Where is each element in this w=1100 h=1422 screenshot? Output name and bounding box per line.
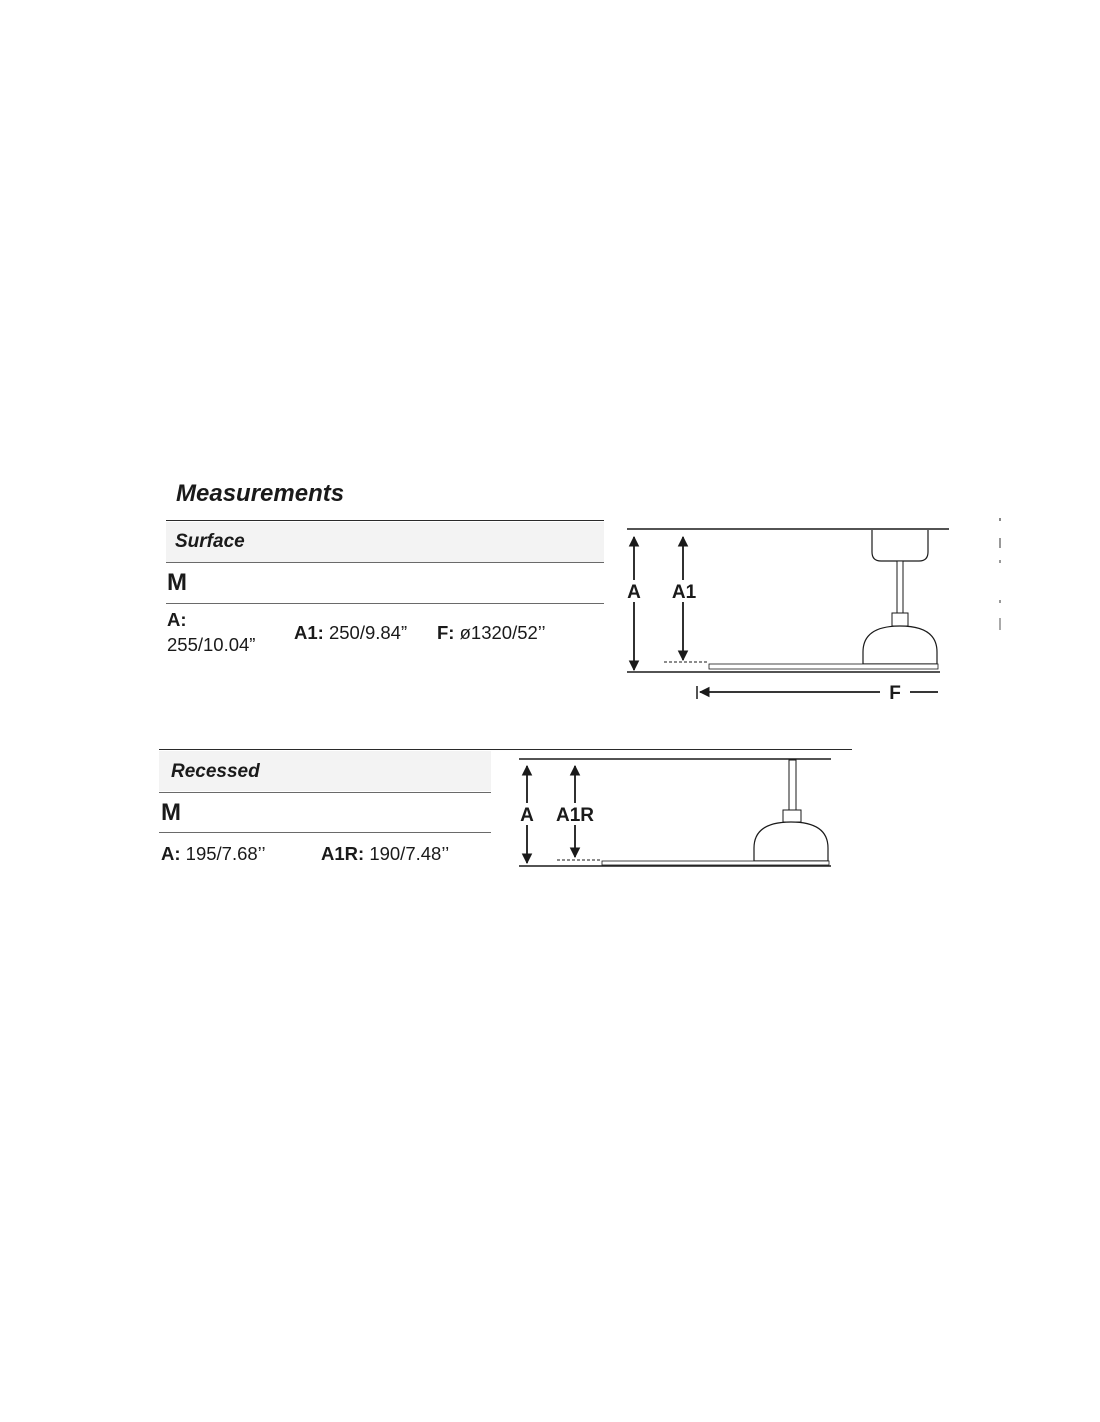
blade-icon	[602, 861, 829, 865]
downrod-icon	[789, 760, 796, 810]
dimension-label-a1r: A1R	[555, 805, 595, 826]
downrod-icon	[897, 561, 903, 613]
edge-mark	[999, 600, 1001, 603]
dimension-label-a1: A1	[671, 582, 697, 603]
surface-measure-a-value: 255/10.04”	[167, 634, 256, 655]
surface-heading: Surface	[175, 531, 245, 552]
edge-mark	[999, 560, 1001, 563]
recessed-measure-a-label: A:	[161, 843, 181, 864]
motor-housing-icon	[863, 626, 937, 664]
page-title: Measurements	[176, 480, 345, 507]
edge-mark	[999, 538, 1001, 548]
motor-housing-icon	[754, 822, 828, 861]
dimension-label-f: F	[889, 683, 901, 704]
coupler-icon	[892, 613, 908, 626]
blade-icon	[709, 664, 938, 669]
edge-mark	[999, 618, 1001, 630]
surface-measure-f-value: ø1320/52’’	[459, 622, 546, 643]
surface-measure-a1-value: 250/9.84”	[328, 622, 408, 643]
canopy-icon	[872, 530, 928, 561]
recessed-measure-a1r-value: 190/7.48’’	[369, 843, 450, 864]
coupler-icon	[783, 810, 801, 822]
recessed-model: M	[161, 799, 181, 826]
edge-mark	[999, 518, 1001, 521]
surface-measure-f-label: F:	[437, 622, 455, 643]
surface-model: M	[167, 569, 187, 596]
dimension-label-a: A	[520, 805, 534, 826]
recessed-heading: Recessed	[171, 761, 260, 782]
recessed-measure-a-value: 195/7.68’’	[185, 843, 266, 864]
surface-measure-a-label: A:	[167, 609, 187, 630]
recessed-measure-a1r-label: A1R:	[321, 843, 365, 864]
surface-diagram	[624, 529, 949, 704]
surface-measure-a1-label: A1:	[294, 622, 324, 643]
recessed-diagram	[516, 759, 831, 866]
dimension-label-a: A	[627, 582, 641, 603]
